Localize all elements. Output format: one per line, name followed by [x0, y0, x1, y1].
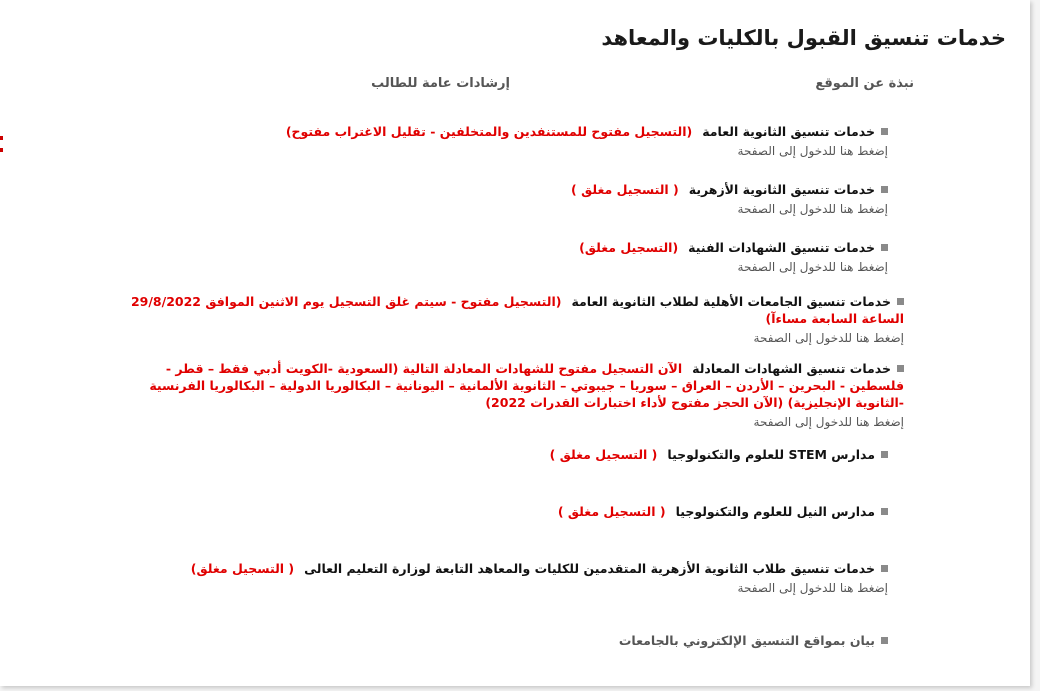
service-name[interactable]: بيان بمواقع التنسيق الإلكتروني بالجامعات — [618, 633, 875, 648]
bullet-icon — [897, 365, 904, 372]
service-name[interactable]: خدمات تنسيق الثانوية العامة — [702, 124, 875, 139]
enter-page-link[interactable]: إضغط هنا للدخول إلى الصفحة — [737, 144, 888, 158]
edge-decoration — [0, 136, 3, 140]
bullet-icon — [881, 508, 888, 515]
service-item-nile-schools — [88, 503, 888, 520]
status-text: (التسجيل مفتوح - سيتم غلق التسجيل يوم الاثنين الموافق 29/8/2022 الساعة السابعة مساءآ) — [130, 294, 904, 326]
bullet-icon — [897, 298, 904, 305]
bullet-icon — [881, 565, 888, 572]
bullet-icon — [881, 186, 888, 193]
bullet-icon — [881, 451, 888, 458]
status-text: (التسجيل مفتوح للمستنفدين والمتخلفين - تقليل الاغتراب مفتوح) — [285, 124, 693, 139]
service-item-general-secondary — [88, 123, 888, 159]
service-name[interactable]: خدمات تنسيق الشهادات الفنية — [688, 240, 875, 255]
status-text: الآن التسجيل مفتوح للشهادات المعادلة التالية (السعودية -الكويت أدبي فقط – قطر - فلسطين - البحرين – الأردن – العراق – سوريا – جيبوتي – الثانوية الألمانية – اليونانية – البكالوريا الدولية – البكالوريا الفرنسية -الثانوية الإنجليزية) (الآن الحجز مفتوح لأداء اختبارات القدرات 2022) — [149, 361, 904, 410]
service-name[interactable]: مدارس STEM للعلوم والتكنولوجيا — [667, 447, 875, 462]
edge-decoration — [0, 148, 3, 152]
status-text: ( التسجيل مغلق ) — [571, 182, 679, 197]
status-text: ( التسجيل مغلق ) — [549, 447, 658, 462]
bullet-icon — [881, 244, 888, 251]
enter-page-link[interactable]: إضغط هنا للدخول إلى الصفحة — [737, 202, 888, 216]
service-item-azhar-secondary — [88, 181, 888, 217]
bullet-icon — [881, 637, 888, 644]
service-name[interactable]: خدمات تنسيق الثانوية الأزهرية — [688, 182, 875, 197]
service-name[interactable]: مدارس النيل للعلوم والتكنولوجيا — [675, 504, 875, 519]
nav-about-site[interactable]: نبذة عن الموقع — [815, 76, 914, 91]
service-name[interactable]: خدمات تنسيق طلاب الثانوية الأزهرية المتقدمين للكليات والمعاهد التابعة لوزارة التعليم العالى — [304, 561, 875, 576]
bullet-icon — [881, 128, 888, 135]
page-title: خدمات تنسيق القبول بالكليات والمعاهد — [601, 26, 1006, 51]
service-name[interactable]: خدمات تنسيق الجامعات الأهلية لطلاب الثانوية العامة — [571, 294, 891, 309]
service-item-university-sites — [88, 632, 888, 649]
service-item-technical-certificates — [88, 239, 888, 275]
enter-page-link[interactable]: إضغط هنا للدخول إلى الصفحة — [753, 415, 904, 429]
service-item-stem-schools — [88, 446, 888, 463]
status-text: (التسجيل مغلق) — [579, 240, 679, 255]
enter-page-link[interactable]: إضغط هنا للدخول إلى الصفحة — [737, 581, 888, 595]
enter-page-link[interactable]: إضغط هنا للدخول إلى الصفحة — [753, 331, 904, 345]
service-item-equivalent-certificates — [144, 360, 904, 430]
nav-student-guidelines[interactable]: إرشادات عامة للطالب — [371, 76, 510, 91]
enter-page-link[interactable]: إضغط هنا للدخول إلى الصفحة — [737, 260, 888, 274]
status-text: ( التسجيل مغلق ) — [557, 504, 666, 519]
service-item-azhar-higher-education — [88, 560, 888, 596]
status-text: ( التسجيل مغلق) — [190, 561, 295, 576]
service-item-private-universities — [114, 293, 904, 346]
service-name[interactable]: خدمات تنسيق الشهادات المعادلة — [692, 361, 891, 376]
